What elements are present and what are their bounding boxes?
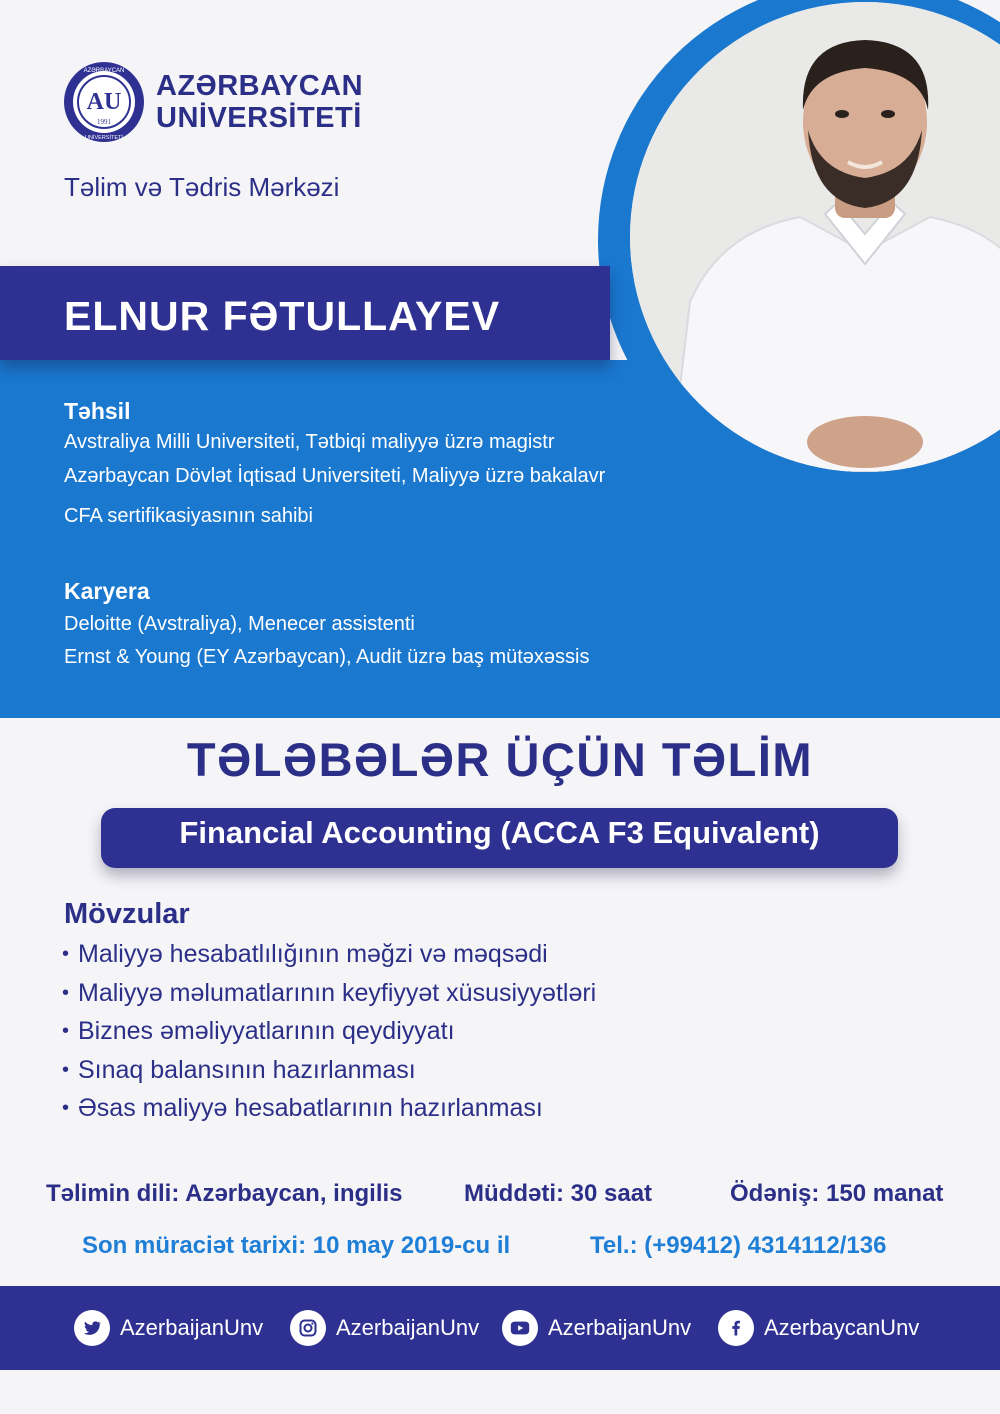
training-fee: Ödəniş: 150 manat — [730, 1180, 944, 1207]
education-title: Təhsil — [64, 398, 131, 424]
training-language: Təlimin dili: Azərbaycan, ingilis — [46, 1180, 403, 1207]
topic-item: • Sınaq balansının hazırlanması — [62, 1056, 416, 1084]
education-line: Azərbaycan Dövlət İqtisad Universiteti, Maliyyə üzrə bakalavr — [64, 465, 606, 487]
social-instagram[interactable] — [290, 1310, 479, 1346]
instagram-handle: AzerbaijanUnv — [336, 1315, 480, 1340]
youtube-icon — [502, 1310, 538, 1346]
bullet: • — [62, 982, 70, 1004]
university-name — [156, 70, 363, 134]
youtube-handle: AzerbaijanUnv — [548, 1315, 692, 1340]
svg-text:AU: AU — [86, 89, 122, 115]
svg-text:AZƏRBAYCAN: AZƏRBAYCAN — [83, 68, 125, 74]
education-line: Avstraliya Milli Universiteti, Tətbiqi maliyyə üzrə magistr — [64, 431, 555, 453]
center-name: Təlim və Tədris Mərkəzi — [64, 172, 340, 202]
university-name-line1: AZƏRBAYCAN — [156, 70, 364, 102]
university-logo — [62, 60, 363, 144]
career-title: Karyera — [64, 578, 150, 604]
social-youtube[interactable] — [502, 1310, 691, 1346]
education-line: CFA sertifikasiyasının sahibi — [64, 505, 313, 527]
instagram-icon — [290, 1310, 326, 1346]
bullet: • — [62, 943, 70, 965]
career-line: Deloitte (Avstraliya), Menecer assistenti — [64, 613, 415, 635]
application-deadline: Son müraciət tarixi: 10 may 2019-cu il — [82, 1232, 511, 1259]
career-line: Ernst & Young (EY Azərbaycan), Audit üzrə baş mütəxəssis — [64, 646, 590, 668]
bullet: • — [62, 1059, 70, 1081]
training-duration: Müddəti: 30 saat — [464, 1180, 653, 1207]
contact-phone: Tel.: (+99412) 4314112/136 — [590, 1232, 887, 1259]
course-name: Financial Accounting (ACCA F3 Equivalent) — [179, 815, 820, 850]
university-seal-icon — [62, 60, 146, 144]
topics-title: Mövzular — [64, 898, 190, 930]
topic-item: • Əsas maliyyə hesabatlarının hazırlanması — [62, 1094, 543, 1122]
svg-text:1991: 1991 — [97, 118, 111, 126]
facebook-icon — [718, 1310, 754, 1346]
university-name-line2: UNİVERSİTETİ — [156, 102, 362, 134]
twitter-icon — [74, 1310, 110, 1346]
social-twitter[interactable] — [74, 1310, 263, 1346]
social-facebook[interactable] — [718, 1310, 919, 1346]
training-title: TƏLƏBƏLƏR ÜÇÜN TƏLİM — [186, 733, 814, 786]
bullet: • — [62, 1097, 70, 1119]
bullet: • — [62, 1020, 70, 1042]
facebook-handle: AzerbaycanUnv — [764, 1315, 920, 1340]
topic-item: • Maliyyə məlumatlarının keyfiyyət xüsusiyyətləri — [62, 979, 597, 1007]
twitter-handle: AzerbaijanUnv — [120, 1315, 264, 1340]
instructor-name: ELNUR FƏTULLAYEV — [64, 293, 501, 339]
topic-item: • Maliyyə hesabatlılığının məğzi və məqsədi — [62, 940, 548, 968]
topic-item: • Biznes əməliyyatlarının qeydiyyatı — [62, 1017, 455, 1045]
svg-text:UNİVERSİTETİ: UNİVERSİTETİ — [85, 135, 123, 141]
